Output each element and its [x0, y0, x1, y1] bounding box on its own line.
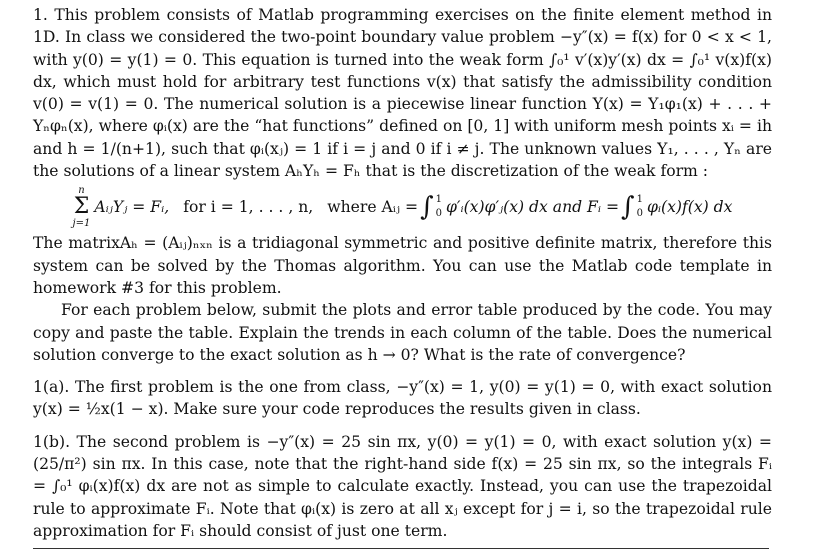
discretization-equation [33, 184, 772, 230]
bottom-rule [33, 548, 769, 549]
integral-upper-limit: 1 [636, 194, 643, 206]
sum-upper-limit: n [78, 185, 85, 197]
equation-lhs: AᵢⱼYⱼ = Fᵢ, [94, 198, 170, 217]
integral-lower-limit: 0 [435, 208, 442, 220]
equation-index-range: for i = 1, . . . , n, [183, 198, 314, 217]
part-a-paragraph: 1(a). The first problem is the one from class, −y″(x) = 1, y(0) = y(1) = 0, with exact solution y(x) = ½x(1 − x). Make sure your code reproduces the results given in class. [33, 378, 772, 419]
integral-limits-1 [436, 193, 442, 221]
sigma-symbol: Σ [73, 194, 90, 220]
matrix-paragraph: The matrixAₕ = (Aᵢⱼ)ₙₓₙ is a tridiagonal symmetric and positive definite matrix, therefore this system can be solved by the Thomas algorithm. You can use the Matlab code template in homework #3 for this problem. [33, 234, 772, 297]
integral-limits-2 [637, 193, 643, 221]
sum-lower-limit: j=1 [72, 218, 91, 230]
integral-upper-limit: 1 [435, 194, 442, 206]
problem-intro-paragraph: 1. This problem consists of Matlab programming exercises on the finite element method in 1D. In class we considered the two-point boundary value problem −y″(x) = f(x) for 0 < x < 1, with y(0) = y(1) = 0. This equation is turned into the weak form ∫₀¹ v′(x)y′(x) dx = ∫₀¹ v(x)f(x) dx, which must hold for arbitrary test functions v(x) that satisfy the admissibility condition v(0) = v(1) = 0. The numerical solution is a piecewise linear function Y(x) = Y₁φ₁(x) + . . . + Yₙφₙ(x), where φᵢ(x) are the “hat functions” defined on [0, 1] with uniform mesh points xᵢ = ih and h = 1/(n+1), such that φᵢ(xⱼ) = 1 if i = j and 0 if i ≠ j. The unknown values Y₁, . . . , Yₙ are the solutions of a linear system AₕYₕ = Fₕ that is the discretization of the weak form : [33, 6, 772, 181]
integral-body-1: φ′ᵢ(x)φ′ⱼ(x) dx and Fᵢ = [445, 198, 620, 217]
integral-symbol-1: ∫ [420, 192, 434, 223]
summation [73, 185, 91, 229]
part-b-paragraph: 1(b). The second problem is −y″(x) = 25 sin πx, y(0) = y(1) = 0, with exact solution y(x) = (25/π²) sin πx. In this case, note that the right-hand side f(x) = 25 sin πx, so the integrals Fᵢ = ∫₀¹ φᵢ(x)f(x) dx are not as simple to calculate exactly. Instead, you can use the trapezoidal rule to approximate Fᵢ. Note that φᵢ(x) is zero at all xⱼ except for j = i, so the trapezoidal rule approximation for Fᵢ should consist of just one term. [33, 432, 772, 540]
integral-body-2: φᵢ(x)f(x) dx [646, 198, 733, 217]
integral-symbol-2: ∫ [621, 192, 635, 223]
integral-lower-limit: 0 [636, 208, 643, 220]
equation-where-text: where Aᵢⱼ = [327, 198, 419, 217]
instructions-paragraph: For each problem below, submit the plots and error table produced by the code. You may copy and paste the table. Explain the trends in each column of the table. Does the numerical solution converge to the exact solution as h → 0? What is the rate of convergence? [33, 301, 772, 364]
